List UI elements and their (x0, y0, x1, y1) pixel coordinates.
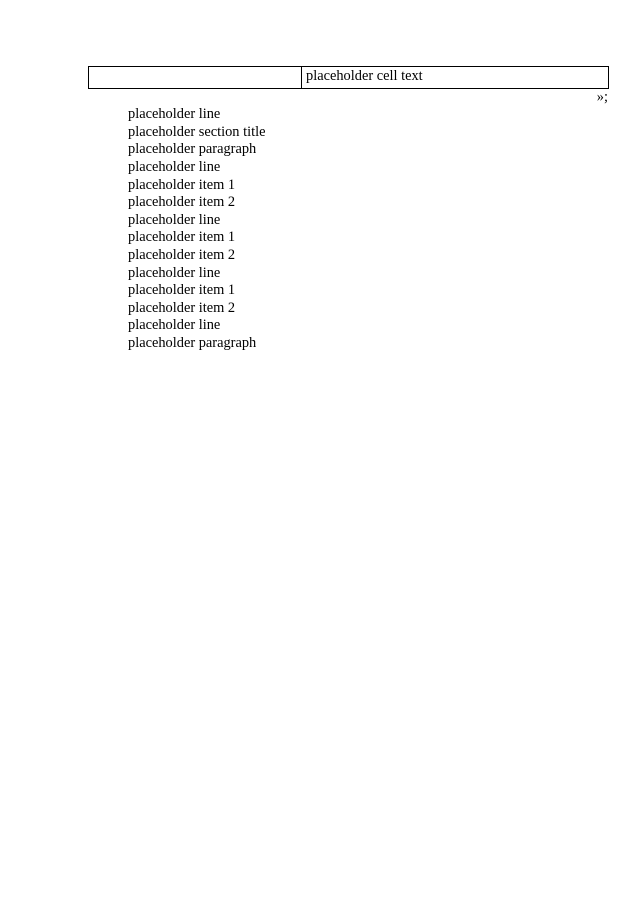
section-title: placeholder section title (128, 123, 266, 140)
table-cell-financing-note: placeholder cell text (302, 67, 609, 89)
federal-years-list (88, 177, 608, 212)
subprograms-line: placeholder line (128, 317, 221, 334)
closing-quote: »; (596, 88, 608, 105)
intro-line: placeholder line (128, 106, 221, 123)
table-row (89, 67, 609, 89)
republic-line: placeholder line (128, 211, 221, 228)
republic-years-list (88, 229, 608, 264)
list-item: placeholder item 2 (128, 246, 236, 263)
list-item: placeholder item 2 (128, 299, 236, 316)
local-years-list (88, 282, 608, 317)
list-item: placeholder item 1 (128, 229, 236, 246)
financing-table (88, 66, 609, 89)
table-cell-empty (89, 67, 302, 89)
federal-line: placeholder line (128, 158, 221, 175)
document-page (88, 66, 608, 353)
list-item: placeholder item 1 (128, 176, 236, 193)
subprogram-1-paragraph: placeholder paragraph (128, 334, 257, 351)
list-item: placeholder item 1 (128, 282, 236, 299)
list-item: placeholder item 2 (128, 194, 236, 211)
total-paragraph: placeholder paragraph (128, 141, 257, 158)
local-line: placeholder line (128, 264, 221, 281)
